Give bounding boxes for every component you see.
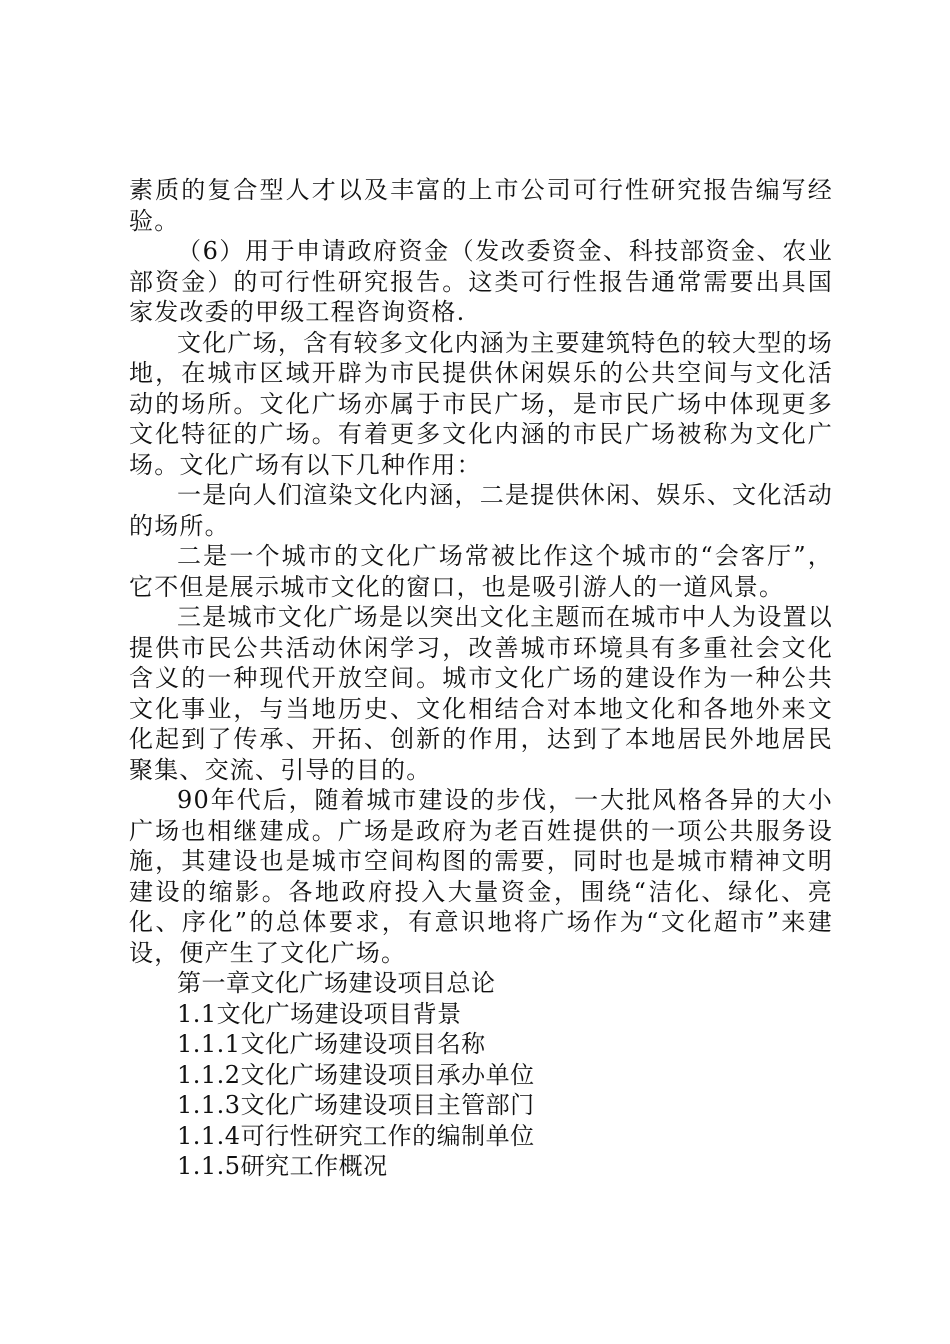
- paragraph-function-three: 三是城市文化广场是以突出文化主题而在城市中人为设置以提供市民公共活动休闲学习，改善城市环境具有多重社会文化含义的一种现代开放空间。城市文化广场的建设作为一种公共文化事业，与当地历史、文化相结合对本地文化和各地外来文化起到了传承、开拓、创新的作用，达到了本地居民外地居民聚集、交流、引导的目的。: [129, 603, 833, 784]
- subsection-heading-1-1-1: 1.1.1文化广场建设项目名称: [177, 1030, 486, 1058]
- paragraph-1990s-development: 90年代后，随着城市建设的步伐，一大批风格各异的大小广场也相继建成。广场是政府为老百姓提供的一项公共服务设施，其建设也是城市空间构图的需要，同时也是城市精神文明建设的缩影。各地政府投入大量资金，围绕“洁化、绿化、亮化、序化”的总体要求，有意识地将广场作为“文化超市”来建设，便产生了文化广场。: [129, 786, 833, 967]
- paragraph-function-one: 一是向人们渲染文化内涵，二是提供休闲、娱乐、文化活动的场所。: [129, 481, 833, 540]
- paragraph-function-two: 二是一个城市的文化广场常被比作这个城市的“会客厅”，它不但是展示城市文化的窗口，也是吸引游人的一道风景。: [129, 542, 833, 601]
- subsection-heading-1-1-5: 1.1.5研究工作概况: [177, 1152, 388, 1180]
- paragraph-item-6: （6）用于申请政府资金（发改委资金、科技部资金、农业部资金）的可行性研究报告。这类可行性报告通常需要出具国家发改委的甲级工程咨询资格.: [129, 237, 833, 326]
- paragraph-cultural-square-intro: 文化广场，含有较多文化内涵为主要建筑特色的较大型的场地，在城市区域开辟为市民提供休闲娱乐的公共空间与文化活动的场所。文化广场亦属于市民广场，是市民广场中体现更多文化特征的广场。有着更多文化内涵的市民广场被称为文化广场。文化广场有以下几种作用：: [129, 328, 833, 479]
- paragraph-continuation: 素质的复合型人才以及丰富的上市公司可行性研究报告编写经验。: [129, 176, 833, 235]
- subsection-heading-1-1-4: 1.1.4可行性研究工作的编制单位: [177, 1121, 535, 1150]
- document-body: [129, 175, 833, 1182]
- section-heading-1-1: 1.1文化广场建设项目背景: [177, 999, 462, 1028]
- subsection-heading-1-1-2: 1.1.2文化广场建设项目承办单位: [177, 1060, 535, 1089]
- subsection-heading-1-1-3: 1.1.3文化广场建设项目主管部门: [177, 1091, 535, 1119]
- chapter-heading: 第一章文化广场建设项目总论: [177, 969, 496, 997]
